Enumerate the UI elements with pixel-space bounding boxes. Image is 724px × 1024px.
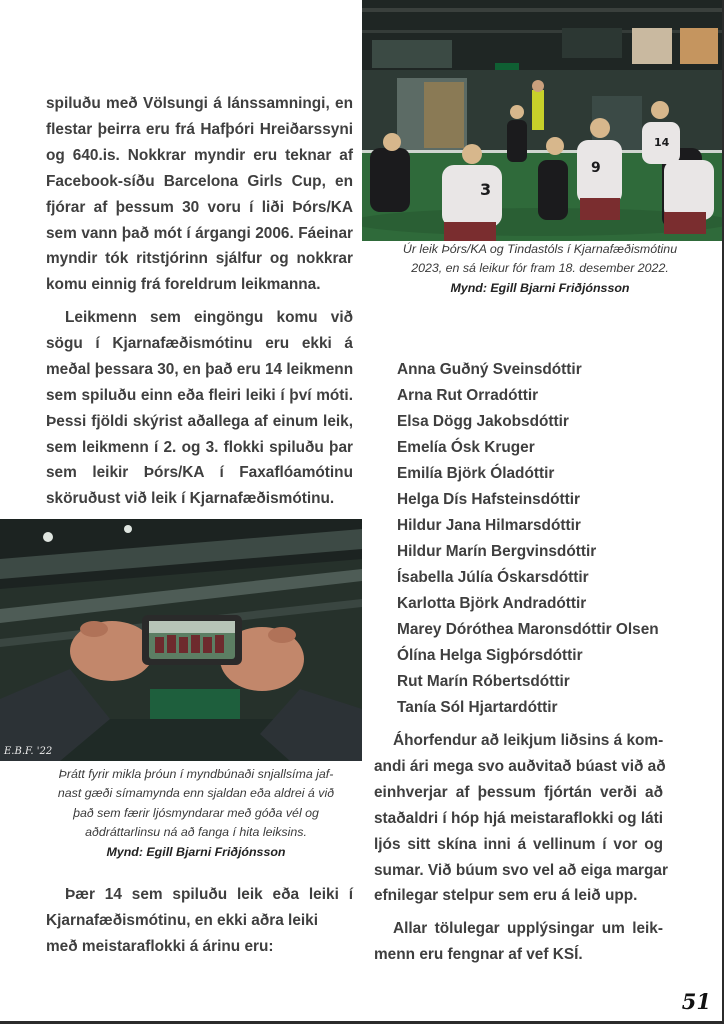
player-list: [397, 357, 659, 721]
text-line: sem vann það mót í árgangi 2006. Fáeinar: [46, 224, 353, 242]
text-line: efnilegar stelpur sem eru á leið upp.: [374, 887, 638, 905]
text-line: sem spiluðu einn eða fleiri leiki í því móti.: [46, 386, 353, 404]
text-line: og 640.is. Nokkrar myndir eru teknar af: [46, 146, 353, 164]
text-line: einhverjar af þessum fjórtán verði að: [374, 783, 663, 801]
photo-football-match: [362, 0, 722, 241]
jersey-number: 14: [654, 136, 670, 149]
caption-line: Úr leik Þórs/KA og Tindastóls í Kjarnafæðismótinu: [402, 242, 678, 256]
list-item: Tanía Sól Hjartardóttir: [397, 699, 558, 716]
list-item: Elsa Dögg Jakobsdóttir: [397, 413, 569, 430]
caption-line: 2023, en sá leikur fór fram 18. desember 2022.: [411, 261, 669, 276]
photo-credit: Mynd: Egill Bjarni Friðjónsson: [106, 844, 286, 859]
list-item: Ísabella Júlía Óskarsdóttir: [397, 569, 589, 586]
list-item: Ólína Helga Sigþórsdóttir: [397, 647, 583, 664]
caption-line: nast gæði símamynda enn sjaldan eða aldrei á við: [57, 786, 335, 801]
photo-smartphone: [0, 519, 362, 761]
text-line: Þessi fjöldi skýrist aðallega af einum leik,: [46, 412, 353, 430]
text-line: sköruðust við leik í Kjarnafæðismótinu.: [46, 490, 335, 508]
list-item: Helga Dís Hafsteinsdóttir: [397, 491, 581, 508]
jersey-number: 3: [480, 180, 492, 199]
text-line: Kjarnafæðismótinu, en ekki aðra leiki: [46, 911, 318, 929]
text-line: sumar. Við búum svo vel að eiga margar: [374, 861, 668, 879]
text-line: meðal þessara 30, en það eru 14 leikmenn: [46, 360, 354, 378]
paragraph-3: [46, 882, 353, 960]
photo-bottom-caption: [38, 765, 354, 862]
list-item: Emilía Björk Óladóttir: [397, 465, 555, 482]
text-line: Leikmenn sem eingöngu komu við: [65, 309, 353, 326]
text-line: sem leikir Þórs/KA í Faxaflóamótinu: [46, 464, 353, 482]
text-line: andi ári mega svo auðvitað búast við að: [374, 757, 666, 775]
photo-credit: Mynd: Egill Bjarni Friðjónsson: [450, 280, 630, 295]
list-item: Marey Dóróthea Maronsdóttir Olsen: [397, 621, 659, 638]
list-item: Arna Rut Orradóttir: [397, 387, 539, 404]
text-line: Facebook-síðu Barcelona Girls Cup, en: [46, 172, 353, 190]
paragraph-4: [374, 728, 668, 909]
text-line: Þær 14 sem spiluðu leik eða leiki í: [65, 886, 353, 903]
text-line: Allar tölulegar upplýsingar um leik-: [393, 920, 663, 937]
paragraph-2: [46, 305, 353, 512]
text-line: Áhorfendur að leikjum liðsins á kom-: [393, 732, 664, 749]
photo-top-caption: [364, 240, 716, 298]
text-line: flestar þeirra eru frá Hafþóri Hreiðarssyni: [46, 120, 353, 138]
text-line: með meistaraflokki á árinu eru:: [46, 937, 274, 955]
list-item: Hildur Jana Hilmarsdóttir: [397, 517, 581, 534]
text-line: ljós sitt skína inni á vellinum í vor og: [374, 835, 663, 853]
list-item: Rut Marín Róbertsdóttir: [397, 673, 570, 690]
text-line: sögu í Kjarnafæðismótinu eru ekki á: [46, 334, 353, 352]
paragraph-5: [374, 916, 663, 968]
paragraph-1: [46, 91, 353, 298]
list-item: Karlotta Björk Andradóttir: [397, 595, 587, 612]
photo-watermark: E.B.F. '22: [4, 746, 53, 757]
text-line: spiluðu með Völsungi á lánssamningi, en: [46, 95, 353, 112]
text-line: myndir tók ritstjórinn sjálfur og nokkrar: [46, 250, 353, 268]
text-line: komu einnig frá foreldrum leikmanna.: [46, 276, 321, 294]
text-line: menn eru fengnar af vef KSÍ.: [374, 945, 583, 963]
jersey-number: 9: [591, 160, 601, 176]
caption-line: það sem færir ljósmyndarar með góða vél og: [73, 805, 319, 820]
text-line: fjórar af þessum 30 voru í liði Þórs/KA: [46, 198, 353, 216]
list-item: Emelía Ósk Kruger: [397, 439, 535, 456]
text-line: staðaldri í hóp hjá meistaraflokki og láti: [374, 809, 664, 827]
caption-line: Þrátt fyrir mikla þróun í myndbúnaði snjallsíma jaf-: [58, 767, 334, 781]
list-item: Hildur Marín Bergvinsdóttir: [397, 543, 597, 560]
caption-line: aðdráttarlinsu ná að fanga í hita leiksins.: [85, 825, 307, 840]
list-item: Anna Guðný Sveinsdóttir: [397, 361, 582, 378]
page-number: 51: [681, 989, 711, 1014]
text-line: sem leikmenn í 2. og 3. flokki spiluðu þar: [46, 438, 353, 456]
